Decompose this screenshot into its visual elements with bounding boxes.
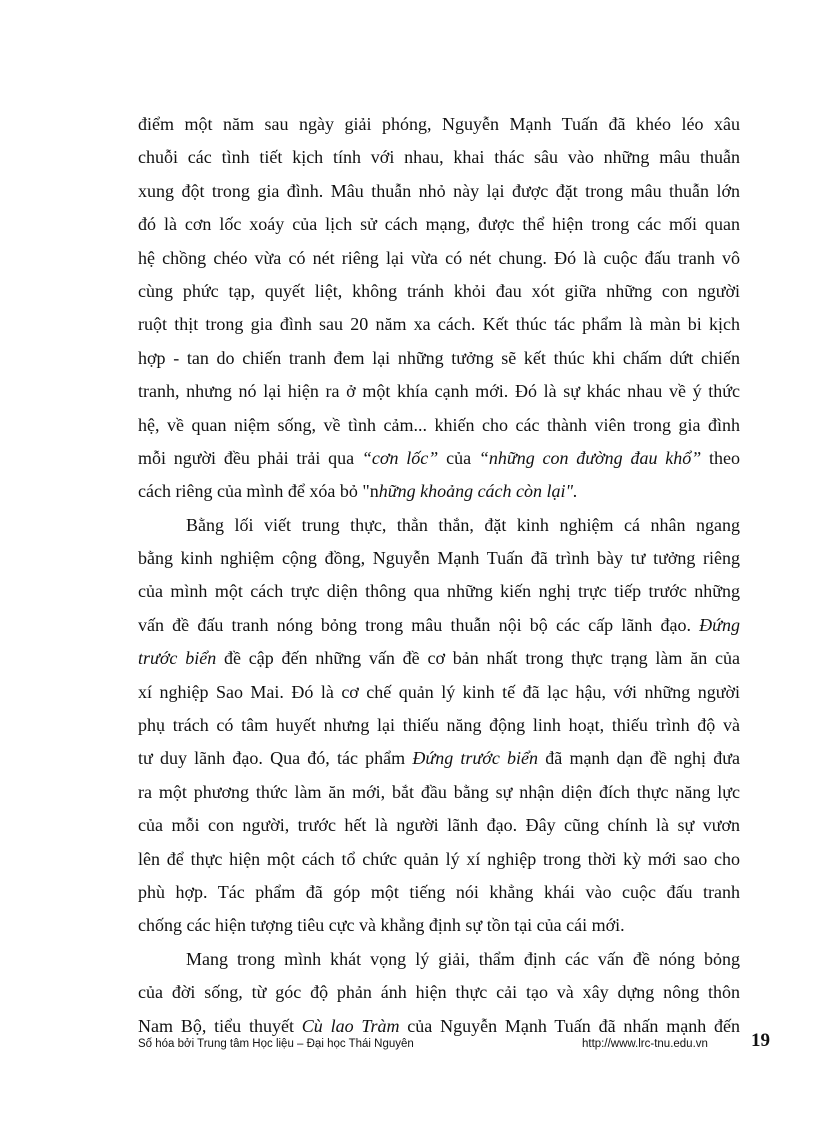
- text-run: tư duy lãnh đạo. Qua đó, tác phẩm: [138, 748, 413, 769]
- text-run: điểm một năm sau ngày giải phóng, Nguyễn Mạnh Tuấn đã khéo léo xâu: [138, 114, 740, 134]
- text-line: [138, 776, 740, 809]
- text-line: [138, 509, 740, 542]
- italic-run: “cơn lốc”: [361, 447, 439, 468]
- text-line: [138, 809, 740, 842]
- text-line: [138, 475, 740, 508]
- text-line: [138, 976, 740, 1009]
- text-line: [138, 409, 740, 442]
- text-line: [138, 609, 740, 642]
- text-run: hệ chồng chéo vừa có nét riêng lại vừa có nét chung. Đó là cuộc đấu tranh vô: [138, 247, 740, 268]
- footer-source: Số hóa bởi Trung tâm Học liệu – Đại học Thái Nguyên: [138, 1038, 414, 1050]
- page-number: 19: [751, 1030, 770, 1051]
- text-run: Mang trong mình khát vọng lý giải, thẩm định các vấn đề nóng bỏng: [186, 948, 740, 969]
- text-line: [138, 108, 740, 141]
- text-line: [138, 208, 740, 241]
- text-run: hợp - tan do chiến tranh đem lại những tưởng sẽ kết thúc khi chấm dứt chiến: [138, 347, 740, 368]
- text-line: [138, 308, 740, 341]
- text-run: theo: [701, 447, 741, 468]
- paragraph-2: [138, 509, 740, 943]
- page-footer: [138, 1030, 770, 1056]
- text-run: cách riêng của mình để xóa bỏ "n: [138, 481, 379, 502]
- text-run: vấn đề đấu tranh nóng bỏng trong mâu thuẫn nội bộ các cấp lãnh đạo.: [138, 614, 700, 635]
- text-line: [138, 141, 740, 174]
- text-line: [138, 242, 740, 275]
- text-run: cùng phức tạp, quyết liệt, không tránh khỏi đau xót giữa những con người: [138, 280, 740, 301]
- text-run: tranh, nhưng nó lại hiện ra ở một khía cạnh mới. Đó là sự khác nhau về ý thức: [138, 381, 740, 402]
- italic-run: hững khoảng cách còn lại".: [378, 481, 578, 502]
- text-line: [138, 342, 740, 375]
- text-line: [138, 709, 740, 742]
- text-line: [138, 909, 740, 942]
- text-line: [138, 642, 740, 675]
- text-run: của mình một cách trực diện thông qua những kiến nghị trực tiếp trước những: [138, 581, 740, 602]
- text-run: bằng kinh nghiệm cộng đồng, Nguyễn Mạnh Tuấn đã trình bày tư tưởng riêng: [138, 548, 740, 569]
- text-run: ra một phương thức làm ăn mới, bắt đầu bằng sự nhận diện đích thực năng lực: [138, 781, 740, 802]
- text-run: của mỗi con người, trước hết là người lãnh đạo. Đây cũng chính là sự vươn: [138, 815, 740, 836]
- italic-run: Cù lao Tràm: [301, 1015, 400, 1036]
- text-run: đó là cơn lốc xoáy của lịch sử cách mạng, được thể hiện trong các mối quan: [138, 214, 740, 235]
- italic-run: Đứng trước biển: [412, 748, 539, 769]
- italic-run: trước biển: [138, 648, 217, 669]
- text-run: của đời sống, từ góc độ phản ánh hiện thực cải tạo và xây dựng nông thôn: [138, 982, 740, 1003]
- text-line: [138, 442, 740, 475]
- text-run: mỗi người đều phải trải qua: [138, 447, 362, 468]
- text-run: chống các hiện tượng tiêu cực và khẳng định sự tồn tại của cái mới.: [138, 915, 625, 936]
- text-line: [138, 275, 740, 308]
- text-run: Nam Bộ, tiểu thuyết: [138, 1015, 302, 1036]
- text-run: phụ trách có tâm huyết nhưng lại thiếu năng động linh hoạt, thiếu trình độ và: [138, 715, 740, 736]
- paragraph-3: [138, 943, 740, 1043]
- text-run: đề cập đến những vấn đề cơ bản nhất trong thực trạng làm ăn của: [216, 648, 740, 669]
- text-run: hệ, về quan niệm sống, về tình cảm... khiến cho các thành viên trong gia đình: [138, 414, 740, 435]
- text-line: [138, 876, 740, 909]
- text-line: [138, 843, 740, 876]
- text-run: chuỗi các tình tiết kịch tính với nhau, khai thác sâu vào những mâu thuẫn: [138, 147, 740, 168]
- text-run: của: [438, 447, 479, 468]
- text-line: [138, 175, 740, 208]
- italic-run: “những con đường đau khổ”: [478, 447, 702, 468]
- text-run: xí nghiệp Sao Mai. Đó là cơ chế quản lý kinh tế đã lạc hậu, với những người: [138, 681, 740, 702]
- text-run: xung đột trong gia đình. Mâu thuẫn nhỏ này lại được đặt trong mâu thuẫn lớn: [138, 180, 740, 201]
- italic-run: Đứng: [699, 614, 740, 635]
- page-body: [138, 108, 740, 1043]
- paragraph-1: [138, 108, 740, 509]
- footer-url[interactable]: http://www.lrc-tnu.edu.vn: [582, 1038, 708, 1050]
- text-line: [138, 943, 740, 976]
- text-line: [138, 676, 740, 709]
- text-run: Bằng lối viết trung thực, thẳn thắn, đặt kinh nghiệm cá nhân ngang: [186, 514, 740, 535]
- text-line: [138, 742, 740, 775]
- text-line: [138, 542, 740, 575]
- text-run: lên để thực hiện một cách tổ chức quản lý xí nghiệp trong thời kỳ mới sao cho: [138, 848, 740, 869]
- text-run: của Nguyễn Mạnh Tuấn đã nhấn mạnh đến: [399, 1015, 741, 1036]
- text-run: phù hợp. Tác phẩm đã góp một tiếng nói khẳng khái vào cuộc đấu tranh: [138, 881, 740, 902]
- text-line: [138, 575, 740, 608]
- text-line: [138, 375, 740, 408]
- text-run: ruột thịt trong gia đình sau 20 năm xa cách. Kết thúc tác phẩm là màn bi kịch: [138, 314, 740, 335]
- text-run: đã mạnh dạn đề nghị đưa: [538, 748, 740, 769]
